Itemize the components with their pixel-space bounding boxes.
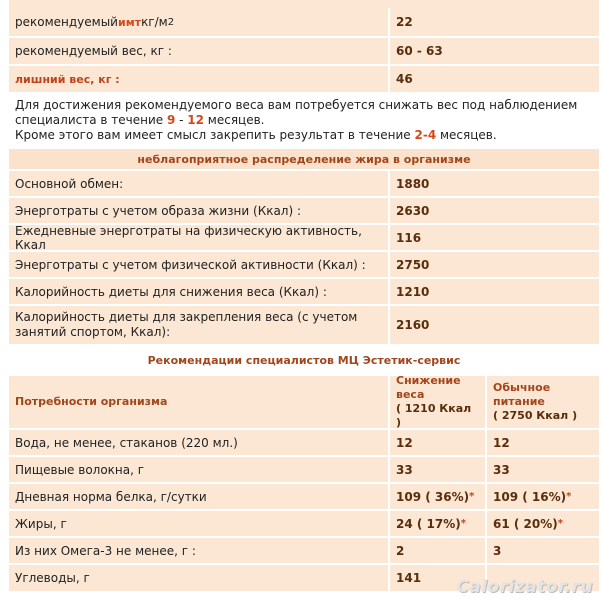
advice-text (9, 94, 599, 149)
label-text: рекомендуемый (15, 15, 118, 29)
needs-header-row (9, 376, 599, 430)
row-value-loss: 2 (390, 538, 487, 563)
advice-line-3 (15, 128, 593, 143)
row-value: 2750 (396, 257, 430, 272)
row-value: 46 (396, 72, 413, 86)
row-value-normal (487, 511, 597, 536)
footnote-asterisk: * (460, 518, 466, 529)
row-label: Энерготраты с учетом физической активности (Ккал) : (9, 252, 390, 277)
row-value-loss: 12 (390, 430, 487, 455)
row-label (9, 66, 390, 92)
advice-text-part: месяцев. (203, 113, 265, 127)
row-value-normal: 12 (493, 435, 510, 450)
advice-line-1: Для достижения рекомендуемого веса вам потребуется снижать вес под наблюдением (15, 98, 578, 112)
row-label: Калорийность диеты для снижения веса (Ккал) : (9, 279, 390, 304)
column-title: Снижение (396, 374, 461, 387)
row-label: Ежедневные энерготраты на физическую активность, Ккал (9, 225, 390, 250)
advice-text-part: Кроме этого вам имеет смысл закрепить результат в течение (15, 128, 415, 142)
row-label: Углеводы, г (9, 565, 390, 591)
energy-row (9, 279, 599, 306)
row-label: Вода, не менее, стаканов (220 мл.) (9, 430, 390, 455)
advice-text-part: месяцев. (436, 128, 497, 142)
needs-row (9, 430, 599, 457)
months-range: 2-4 (414, 128, 437, 142)
row-value: 60 - 63 (396, 44, 443, 58)
row-excess-weight (9, 66, 599, 94)
row-value: 2160 (396, 318, 430, 332)
row-value-normal (487, 484, 597, 509)
row-value: 1210 (396, 284, 430, 299)
row-value: 1880 (396, 176, 430, 191)
unit-superscript: 2 (167, 16, 175, 28)
column-title: веса (396, 388, 425, 401)
fat-distribution-heading: неблагоприятное распределение жира в организме (9, 149, 599, 171)
recommendations-heading: Рекомендации специалистов МЦ Эстетик-сервис (9, 346, 599, 376)
row-value-loss (390, 511, 487, 536)
row-label (9, 8, 390, 36)
bmi-abbrev: имт (117, 15, 142, 29)
row-label: Основной обмен: (9, 171, 390, 196)
column-normal-diet (487, 376, 597, 428)
needs-row (9, 538, 599, 565)
months-min: 9 (166, 113, 176, 127)
excess-label: лишний вес, кг : (15, 72, 120, 86)
months-max: 12 (187, 113, 204, 127)
range-separator: - (175, 113, 188, 127)
row-value-normal: 33 (493, 462, 510, 477)
needs-header-label: Потребности организма (9, 376, 390, 428)
needs-row (9, 484, 599, 511)
column-title: Обычное (493, 381, 551, 394)
row-label: Жиры, г (9, 511, 390, 536)
results-table (9, 0, 599, 593)
watermark: Calorizator.ru (456, 577, 593, 597)
value-text: 61 ( 20%) (493, 516, 558, 531)
row-label: Калорийность диеты для закрепления веса (с учетом занятий спортом, Ккал): (9, 306, 390, 344)
row-recommended-weight (9, 38, 599, 66)
row-value-loss: 33 (390, 457, 487, 482)
row-value-normal: 3 (493, 543, 502, 558)
column-title: питание (493, 395, 545, 408)
energy-row (9, 198, 599, 225)
column-kcal: ( 1210 Ккал ) (396, 402, 472, 429)
row-value-loss (390, 484, 487, 509)
row-value: 2630 (396, 203, 430, 218)
energy-row (9, 225, 599, 252)
advice-line-2 (15, 113, 593, 128)
needs-row (9, 511, 599, 538)
row-label: Дневная норма белка, г/сутки (9, 484, 390, 509)
needs-row (9, 457, 599, 484)
row-label: рекомендуемый вес, кг : (9, 38, 390, 64)
energy-row (9, 252, 599, 279)
row-label: Пищевые волокна, г (9, 457, 390, 482)
footnote-asterisk: * (469, 491, 475, 502)
footnote-asterisk: * (557, 518, 563, 529)
energy-row (9, 306, 599, 346)
row-value-loss: 141 (390, 565, 487, 591)
row-value: 116 (396, 230, 422, 245)
row-recommended-bmi (9, 8, 599, 38)
value-text: 109 ( 16%) (493, 489, 567, 504)
value-text: 109 ( 36%) (396, 489, 470, 504)
column-weight-loss (390, 376, 487, 428)
row-value: 22 (396, 15, 413, 29)
unit-text: кг/м (141, 15, 168, 29)
footnote-asterisk: * (566, 491, 572, 502)
column-kcal: ( 2750 Ккал ) (493, 409, 578, 422)
advice-text-part: специалиста в течение (15, 113, 167, 127)
row-label: Энерготраты с учетом образа жизни (Ккал) : (9, 198, 390, 223)
energy-row (9, 171, 599, 198)
row-label: Из них Омега-3 не менее, г : (9, 538, 390, 563)
value-text: 24 ( 17%) (396, 516, 461, 531)
